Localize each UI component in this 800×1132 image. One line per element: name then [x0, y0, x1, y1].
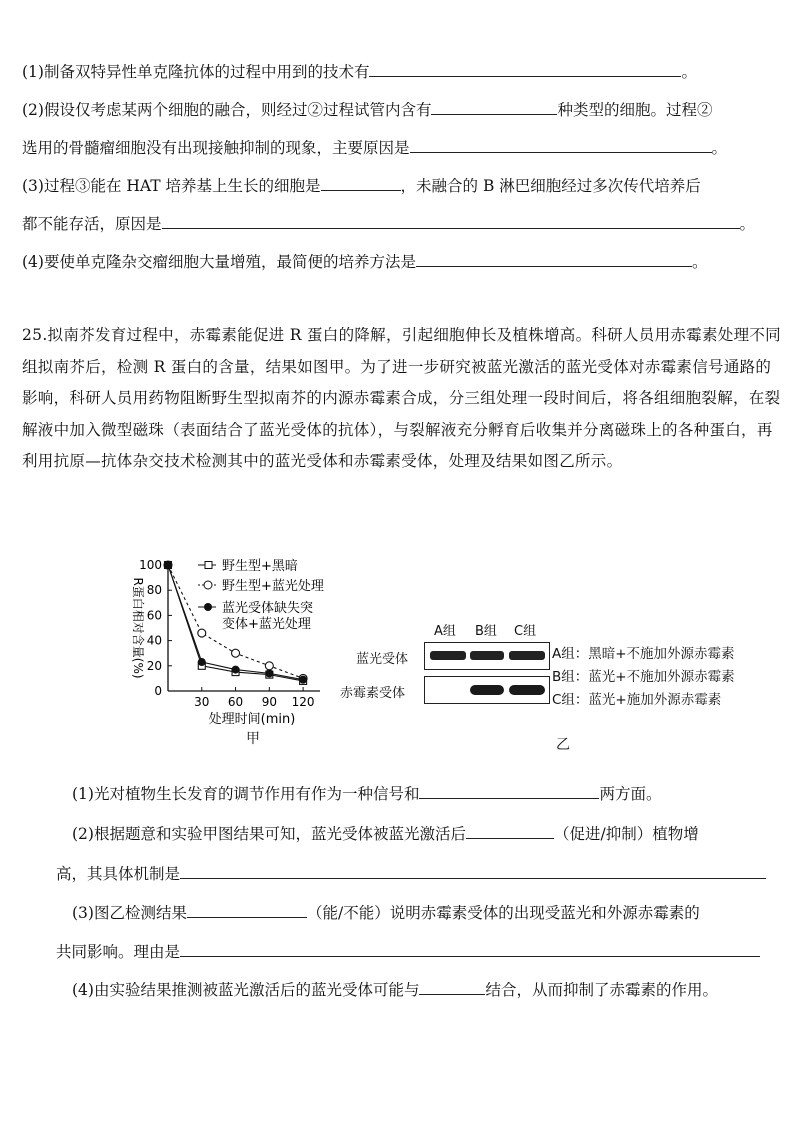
- period: 。: [711, 139, 728, 157]
- y-tick-label: 100: [139, 558, 162, 572]
- q25-sub1-text: (1)光对植物生长发育的调节作用有作为一种信号和: [72, 785, 420, 803]
- q24-sub4-text: (4)要使单克隆杂交瘤细胞大量增殖，最简便的培养方法是: [22, 253, 416, 271]
- blot-group-a-label: A组: [434, 624, 456, 639]
- q25-sub3-text: (3)图乙检测结果: [72, 904, 187, 922]
- blot-membrane-row-2: [424, 676, 550, 704]
- legend-label-4: 变体+蓝光处理: [222, 617, 311, 632]
- q24-sub2-text: (2)假设仅考虑某两个细胞的融合，则经过②过程试管内含有: [22, 101, 432, 119]
- q24-sub1-text: (1)制备双特异性单克隆抗体的过程中用到的技术有: [22, 63, 370, 81]
- q25-line-6: [72, 980, 718, 1000]
- blot-legend-b: B组：蓝光+不施加外源赤霉素: [552, 669, 735, 685]
- q24-sub3-text-c: 都不能存活，原因是: [22, 215, 162, 233]
- q24-sub1-blank[interactable]: [369, 62, 681, 77]
- q24-sub3-blank-b[interactable]: [162, 214, 740, 229]
- blot-legend-c: C组：蓝光+施加外源赤霉素: [552, 692, 722, 708]
- q25-line-4: [72, 903, 700, 923]
- q25-sub3-text-c: 共同影响。理由是: [56, 943, 181, 961]
- y-tick-label: 80: [146, 583, 162, 598]
- point-s2: [265, 662, 273, 670]
- q25-sub3-blank-b[interactable]: [180, 942, 760, 957]
- band-c2: [509, 685, 545, 695]
- blot-caption: 乙: [556, 737, 570, 753]
- blot-membrane-row-1: [424, 642, 550, 670]
- q25-line-1: [72, 784, 661, 804]
- q24-line-4: [22, 176, 701, 196]
- q25-line-5: [56, 942, 760, 962]
- period: 。: [681, 63, 697, 81]
- band-c1: [509, 651, 545, 660]
- band-b1: [470, 651, 504, 660]
- blot-legend-a: A组：黑暗+不施加外源赤霉素: [552, 646, 735, 662]
- blot-group-c-label: C组: [514, 624, 537, 639]
- q25-intro: 25.拟南芥发育过程中，赤霉素能促进 R 蛋白的降解，引起细胞伸长及植株增高。科研人员用赤霉素处理不同组拟南芥后，检测 R 蛋白的含量，结果如图甲。为了进一步研究被蓝光激活的蓝光受体对赤霉素信号通路的影响，科研人员用药物阻断野生型拟南芥的内源赤霉素合成，分三组处理一段时间后，将各组细胞裂解，在裂解液中加入微型磁珠（表面结合了蓝光受体的抗体），与裂解液充分孵育后收集并分离磁珠上的各种蛋白，再利用抗原—抗体杂交技术检测其中的蓝光受体和赤霉素受体，处理及结果如图乙所示。: [22, 326, 781, 470]
- blot-row-label-ga: 赤霉素受体: [340, 686, 406, 701]
- q25-sub2-blank-a[interactable]: [466, 824, 554, 839]
- q24-sub2-text-b: 种类型的细胞。过程②: [557, 101, 713, 119]
- q25-sub4-blank[interactable]: [419, 980, 485, 995]
- q25-sub2-blank-b[interactable]: [180, 864, 766, 879]
- y-tick-label: 40: [146, 633, 162, 648]
- blot-row-label-blue: 蓝光受体: [356, 652, 409, 667]
- q24-sub4-blank[interactable]: [416, 252, 692, 267]
- x-tick-label: 120: [291, 695, 315, 709]
- q25-sub4-text: (4)由实验结果推测被蓝光激活后的蓝光受体可能与: [72, 981, 420, 999]
- legend-label-3: 蓝光受体缺失突: [222, 601, 314, 616]
- q24-line-1: [22, 62, 697, 82]
- y-axis-label: R蛋白相对含量(%): [131, 577, 145, 679]
- legend-label-1: 野生型+黑暗: [222, 559, 298, 574]
- q25-line-3: [56, 864, 766, 884]
- q24-sub3-text: (3)过程③能在 HAT 培养基上生长的细胞是: [22, 177, 321, 195]
- y-tick-label: 0: [154, 684, 162, 698]
- legend-marker-3: [204, 603, 212, 611]
- q24-sub3-blank-a[interactable]: [321, 176, 401, 191]
- band-b2: [470, 685, 504, 695]
- x-tick-label: 30: [194, 695, 210, 709]
- q25-sub1-blank[interactable]: [419, 784, 599, 799]
- point-s2: [198, 629, 206, 637]
- band-a1: [430, 651, 466, 660]
- point-s3: [299, 676, 307, 684]
- point-s3: [164, 561, 172, 569]
- period: 。: [739, 215, 756, 233]
- legend-marker-1: [205, 562, 212, 569]
- q25-line-2: [72, 824, 699, 844]
- q25-sub2-text-c: 高，其具体机制是: [56, 865, 181, 883]
- q24-sub2-blank-b[interactable]: [410, 138, 712, 153]
- legend-label-2: 野生型+蓝光处理: [222, 579, 324, 594]
- q24-line-5: [22, 214, 755, 234]
- point-s3: [198, 658, 206, 666]
- q25-sub2-text: (2)根据题意和实验甲图结果可知，蓝光受体被蓝光激活后: [72, 825, 466, 843]
- x-tick-label: 90: [261, 695, 277, 709]
- x-axis-label: 处理时间(min): [208, 712, 296, 727]
- y-tick-label: 20: [146, 658, 162, 673]
- blot-group-b-label: B组: [475, 624, 497, 639]
- q25-sub3-blank-a[interactable]: [187, 903, 307, 918]
- point-s2: [232, 649, 240, 657]
- point-s3: [232, 666, 240, 674]
- q24-sub3-text-b: ，未融合的 B 淋巴细胞经过多次传代培养后: [400, 177, 701, 195]
- q25-sub4-text-b: 结合，从而抑制了赤霉素的作用。: [485, 981, 718, 999]
- legend-marker-2: [204, 581, 212, 589]
- q24-line-6: [22, 252, 707, 272]
- q25-sub3-text-b: （能/不能）说明赤霉素受体的出现受蓝光和外源赤霉素的: [306, 904, 700, 922]
- q25-sub2-text-b: （促进/抑制）植物增: [553, 825, 699, 843]
- q24-sub2-blank-a[interactable]: [431, 100, 557, 115]
- q24-line-2: [22, 100, 712, 120]
- chart-title: 甲: [246, 731, 260, 747]
- chart-legend: [198, 558, 324, 632]
- x-tick-label: 60: [227, 695, 244, 709]
- period: 。: [691, 253, 708, 271]
- q25-sub1-text-b: 两方面。: [599, 785, 662, 803]
- q24-sub2-text-c: 选用的骨髓瘤细胞没有出现接触抑制的现象，主要原因是: [22, 139, 410, 157]
- y-tick-label: 60: [146, 608, 162, 623]
- q24-line-3: [22, 138, 727, 158]
- point-s3: [265, 669, 273, 677]
- blot-figure: [340, 618, 794, 728]
